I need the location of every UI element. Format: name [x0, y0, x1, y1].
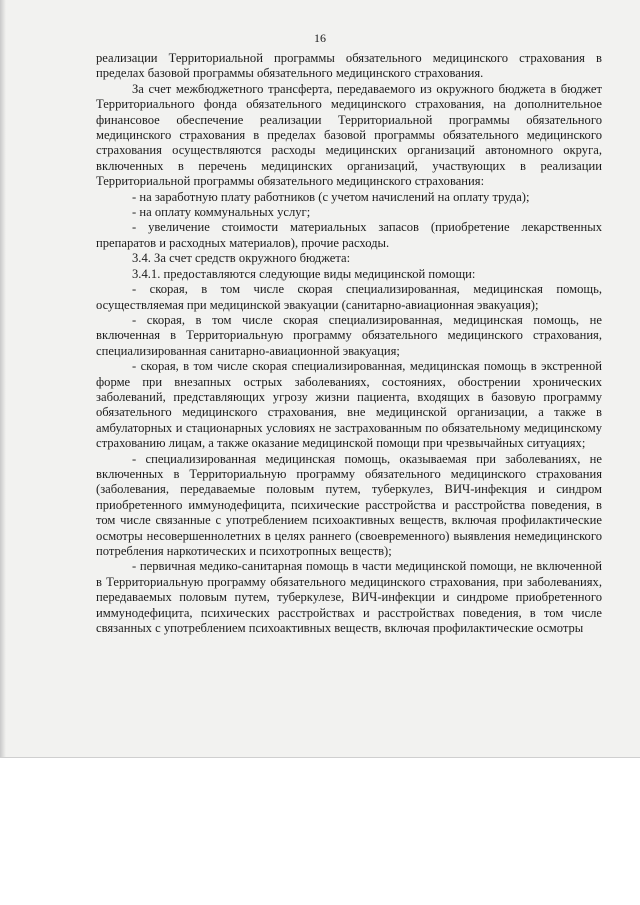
list-item: - скорая, в том числе скорая специализированная, медицинская помощь, осуществляемая при медицинской эвакуации (санитарно-авиационная эвакуация);	[96, 282, 602, 312]
list-item: - на оплату коммунальных услуг;	[132, 205, 311, 220]
paragraph: реализации Территориальной программы обязательного медицинского страхования в пределах базовой программы обязательного медицинского страхования.	[96, 51, 602, 81]
list-item: - скорая, в том числе скорая специализированная, медицинская помощь в экстренной форме при внезапных острых заболеваниях, состояниях, обострении хронических заболеваний, представляющих угрозу жизни пациента, входящих в базовую программу обязательного медицинского страхования, вне медицинской организации, а также в амбулаторных и стационарных условиях не застрахованным по обязательному медицинскому страхованию лицам, а также оказание медицинской помощи при чрезвычайных ситуациях;	[96, 359, 602, 451]
list-item: - увеличение стоимости материальных запасов (приобретение лекарственных препаратов и расходных материалов), прочие расходы.	[96, 220, 602, 250]
section-heading: 3.4. За счет средств окружного бюджета:	[132, 251, 351, 266]
document-body	[96, 51, 602, 636]
scan-shadow-edge	[0, 0, 6, 757]
list-item: - на заработную плату работников (с учетом начислений на оплату труда);	[132, 189, 530, 204]
list-item: - первичная медико-санитарная помощь в части медицинской помощи, не включенной в Территориальную программу обязательного медицинского страхования, при заболеваниях, передаваемых половым путем, туберкулезе, ВИЧ-инфекции и синдроме приобретенного иммунодефицита, психических расстройствах и расстройствах поведения, в том числе связанных с употреблением психоактивных веществ, включая профилактические осмотры	[96, 559, 602, 636]
list-item: - скорая, в том числе скорая специализированная, медицинская помощь, не включенная в Территориальную программу обязательного медицинского страхования, специализированная санитарно-авиационной эвакуация;	[96, 312, 602, 358]
subsection-heading: 3.4.1. предоставляются следующие виды медицинской помощи:	[132, 266, 476, 281]
list-item: - специализированная медицинская помощь, оказываемая при заболеваниях, не включенных в Территориальную программу обязательного медицинского страхования (заболевания, передаваемые половым путем, туберкулез, ВИЧ-инфекция и синдром приобретенного иммунодефицита, психические расстройства и расстройства поведения, в том числе связанные с употреблением психоактивных веществ, включая профилактические осмотры несовершеннолетних в целях раннего (своевременного) выявления немедицинского потребления наркотических и психотропных веществ);	[96, 451, 602, 558]
paragraph: За счет межбюджетного трансферта, передаваемого из окружного бюджета в бюджет Территориального фонда обязательного медицинского страхования, на дополнительное финансовое обеспечение реализации Территориальной программы обязательного медицинского страхования в пределах базовой программы обязательного медицинского страхования осуществляются расходы медицинских организаций автономного округа, включенных в перечень медицинских организаций, участвующих в реализации Территориальной программы обязательного медицинского страхования:	[96, 81, 602, 189]
page-number: 16	[314, 31, 326, 45]
